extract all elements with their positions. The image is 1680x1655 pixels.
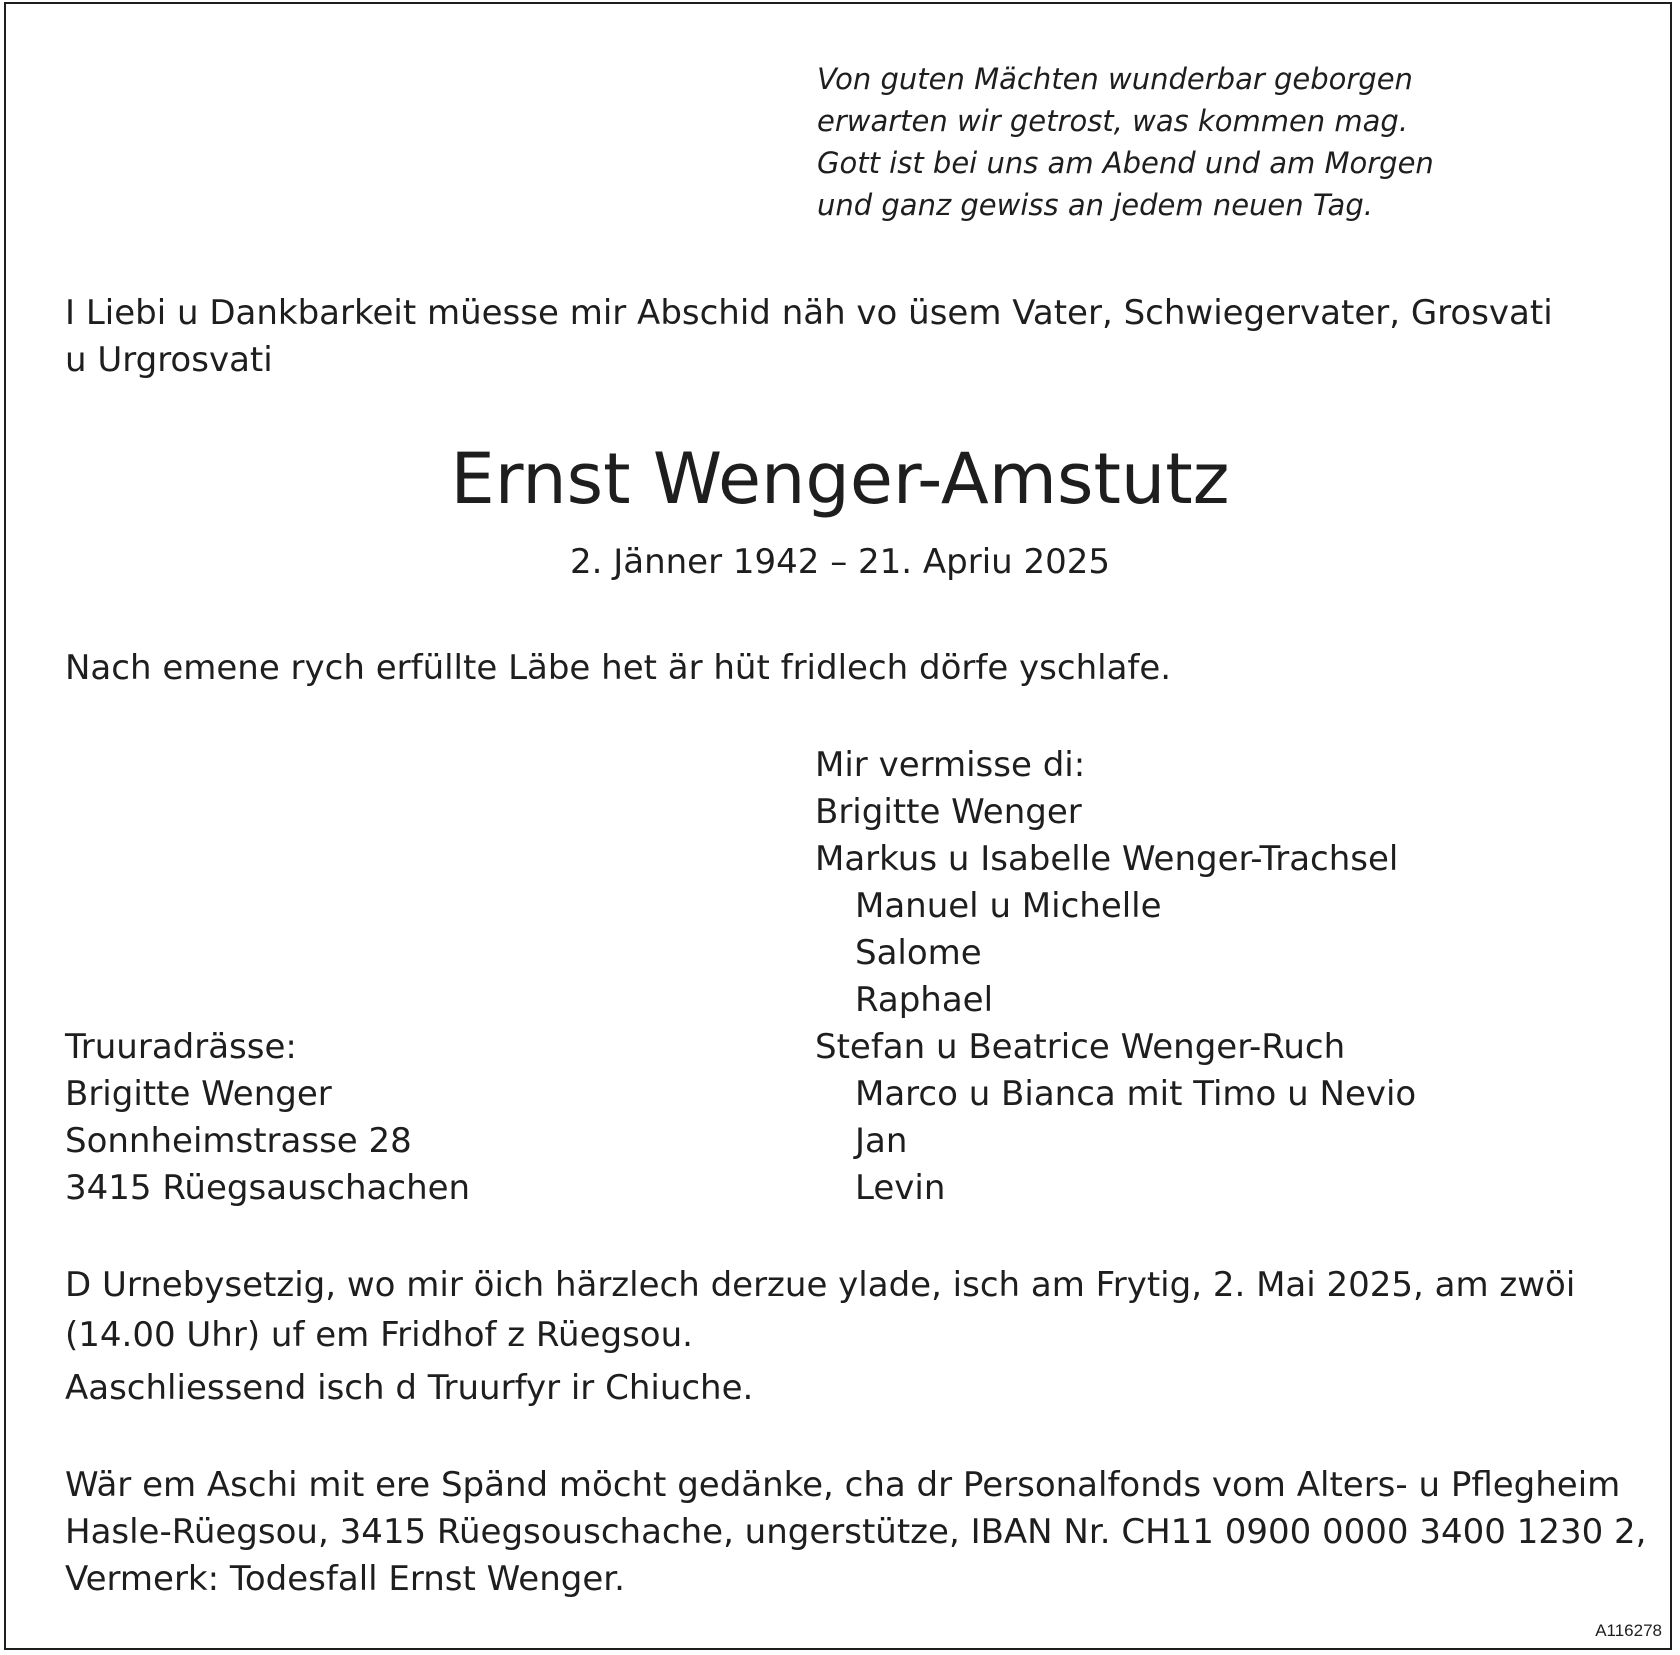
ceremony-line: (14.00 Uhr) uf em Fridhof z Rüegsou. bbox=[65, 1315, 693, 1355]
mourner-entry: Levin bbox=[855, 1168, 946, 1208]
motto-line: erwarten wir getrost, was kommen mag. bbox=[817, 104, 1409, 138]
mourner-entry: Brigitte Wenger bbox=[815, 792, 1082, 832]
mourner-entry: Marco u Bianca mit Timo u Nevio bbox=[855, 1074, 1417, 1114]
mourner-entry: Markus u Isabelle Wenger-Trachsel bbox=[815, 839, 1399, 879]
address-label: Truuradrässe: bbox=[65, 1027, 297, 1067]
statement-text: Nach emene rych erfüllte Läbe het är hüt fridlech dörfe yschlafe. bbox=[65, 648, 1172, 688]
mourners-list bbox=[815, 742, 1416, 1212]
donation-line: Hasle-Rüegsou, 3415 Rüegsouschache, ungerstütze, IBAN Nr. CH11 0900 0000 3400 1230 2, bbox=[65, 1512, 1647, 1552]
address-name: Brigitte Wenger bbox=[65, 1074, 332, 1114]
donation-line: Vermerk: Todesfall Ernst Wenger. bbox=[65, 1559, 625, 1599]
mourner-entry: Raphael bbox=[855, 980, 994, 1020]
motto-poem bbox=[817, 58, 1434, 226]
address-city: 3415 Rüegsauschachen bbox=[65, 1168, 471, 1208]
mourner-entry: Salome bbox=[855, 933, 982, 973]
motto-line: Von guten Mächten wunderbar geborgen bbox=[817, 62, 1413, 96]
life-dates: 2. Jänner 1942 – 21. Apriu 2025 bbox=[569, 542, 1111, 582]
mourner-entry: Jan bbox=[855, 1121, 908, 1161]
donation-text bbox=[65, 1462, 1646, 1603]
mourners-heading: Mir vermisse di: bbox=[815, 745, 1086, 785]
mourner-entry: Manuel u Michelle bbox=[855, 886, 1162, 926]
intro-text bbox=[65, 290, 1553, 384]
ceremony-line: D Urnebysetzig, wo mir öich härzlech derzue ylade, isch am Frytig, 2. Mai 2025, am zwöi bbox=[65, 1265, 1576, 1305]
motto-line: und ganz gewiss an jedem neuen Tag. bbox=[817, 188, 1373, 222]
motto-line: Gott ist bei uns am Abend und am Morgen bbox=[817, 146, 1434, 180]
ceremony-text bbox=[65, 1260, 1575, 1360]
reference-code: A116278 bbox=[1595, 1621, 1662, 1640]
mourner-entry: Stefan u Beatrice Wenger-Ruch bbox=[815, 1027, 1346, 1067]
donation-line: Wär em Aschi mit ere Spänd möcht gedänke, cha dr Personalfonds vom Alters- u Pflegheim bbox=[65, 1465, 1621, 1505]
mourning-address bbox=[65, 1024, 470, 1212]
deceased-name: Ernst Wenger-Amstutz bbox=[450, 438, 1230, 520]
intro-line: I Liebi u Dankbarkeit müesse mir Abschid näh vo üsem Vater, Schwiegervater, Grosvati bbox=[65, 293, 1553, 333]
funeral-service-text: Aaschliessend isch d Truurfyr ir Chiuche. bbox=[65, 1368, 754, 1408]
address-street: Sonnheimstrasse 28 bbox=[65, 1121, 412, 1161]
intro-line: u Urgrosvati bbox=[65, 340, 273, 380]
